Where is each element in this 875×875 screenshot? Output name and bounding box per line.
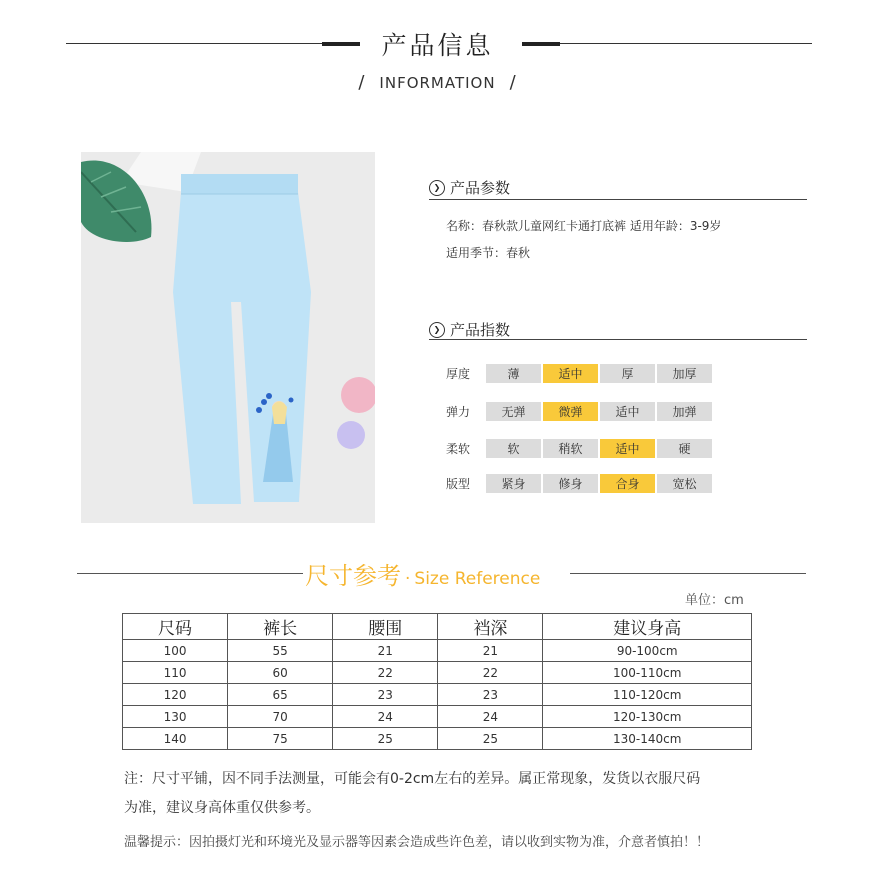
index-label: 柔软 [446,442,471,456]
color-tip: 温馨提示：因拍摄灯光和环境光及显示器等因素会造成些许色差，请以收到实物为准，介意者慎拍！！ [124,835,710,850]
table-cell: 110 [123,662,228,684]
param-line-2: 适用季节：春秋 [446,246,531,260]
index-option: 微弹 [543,402,598,421]
table-cell: 110-120cm [543,684,752,706]
table-cell: 22 [333,662,438,684]
chevron-circle-icon: ❯ [429,322,445,338]
table-cell: 140 [123,728,228,750]
table-cell: 90-100cm [543,640,752,662]
index-option: 适中 [543,364,598,383]
table-cell: 65 [228,684,333,706]
table-cell: 55 [228,640,333,662]
table-cell: 25 [333,728,438,750]
table-cell: 75 [228,728,333,750]
table-cell: 24 [333,706,438,728]
index-option: 薄 [486,364,541,383]
table-row [123,728,752,750]
table-cell: 24 [438,706,543,728]
size-title-cn: 尺寸参考 [305,562,401,590]
slash-left: / [358,72,366,93]
indices-heading-text: 产品指数 [450,321,511,339]
index-row-softness [446,439,712,458]
table-cell: 21 [333,640,438,662]
table-cell: 25 [438,728,543,750]
unit-label: 单位：cm [685,593,744,608]
index-option: 无弹 [486,402,541,421]
table-header-cell: 腰围 [333,614,438,640]
page-title: 产品信息 [381,31,494,60]
table-row [123,662,752,684]
table-cell: 120 [123,684,228,706]
table-header-cell: 尺码 [123,614,228,640]
index-option: 合身 [600,474,655,493]
params-divider [429,199,807,200]
index-option: 硬 [657,439,712,458]
table-cell: 100-110cm [543,662,752,684]
page-subtitle [0,72,875,93]
table-cell: 100 [123,640,228,662]
slash-right: / [509,72,517,93]
index-options [486,364,712,383]
table-cell: 130-140cm [543,728,752,750]
index-options [486,439,712,458]
index-label: 弹力 [446,405,471,419]
table-cell: 23 [438,684,543,706]
chevron-circle-icon: ❯ [429,180,445,196]
param-line-1: 名称：春秋款儿童网红卡通打底裤 适用年龄：3-9岁 [446,219,722,233]
table-header-row [123,614,752,640]
indices-heading [429,319,510,340]
index-option: 适中 [600,439,655,458]
index-option: 加厚 [657,364,712,383]
product-photo [81,152,375,523]
params-heading [429,177,510,198]
size-title-en: Size Reference [414,569,541,589]
table-cell: 60 [228,662,333,684]
index-option: 修身 [543,474,598,493]
header-line-right [560,43,812,44]
table-row [123,640,752,662]
size-line-left [77,573,303,574]
header-dash-right [522,42,560,46]
index-row-fit [446,474,712,493]
index-options [486,402,712,421]
size-table [122,613,752,750]
table-cell: 120-130cm [543,706,752,728]
table-cell: 21 [438,640,543,662]
note-line-1: 注：尺寸平铺，因不同手法测量，可能会有0-2cm左右的差异。属正常现象，发货以衣服尺码 [124,771,701,787]
leggings-illustration [81,152,375,523]
index-option: 加弹 [657,402,712,421]
table-row [123,684,752,706]
table-cell: 22 [438,662,543,684]
table-cell: 130 [123,706,228,728]
subtitle-text: INFORMATION [379,74,496,92]
index-label: 版型 [446,477,471,491]
table-header-cell: 裆深 [438,614,543,640]
indices-divider [429,339,807,340]
index-option: 稍软 [543,439,598,458]
table-header-cell: 建议身高 [543,614,752,640]
size-line-right [570,573,806,574]
index-row-thickness [446,364,712,383]
index-option: 宽松 [657,474,712,493]
index-option: 适中 [600,402,655,421]
index-option: 厚 [600,364,655,383]
index-option: 软 [486,439,541,458]
table-header-cell: 裤长 [228,614,333,640]
size-title [305,556,540,591]
index-label: 厚度 [446,367,471,381]
table-cell: 70 [228,706,333,728]
index-options [486,474,712,493]
index-option: 紧身 [486,474,541,493]
note-line-2: 为准，建议身高体重仅供参考。 [124,800,320,816]
table-cell: 23 [333,684,438,706]
index-row-elasticity [446,402,712,421]
size-title-dot: · [405,569,411,589]
table-row [123,706,752,728]
params-heading-text: 产品参数 [450,179,511,197]
